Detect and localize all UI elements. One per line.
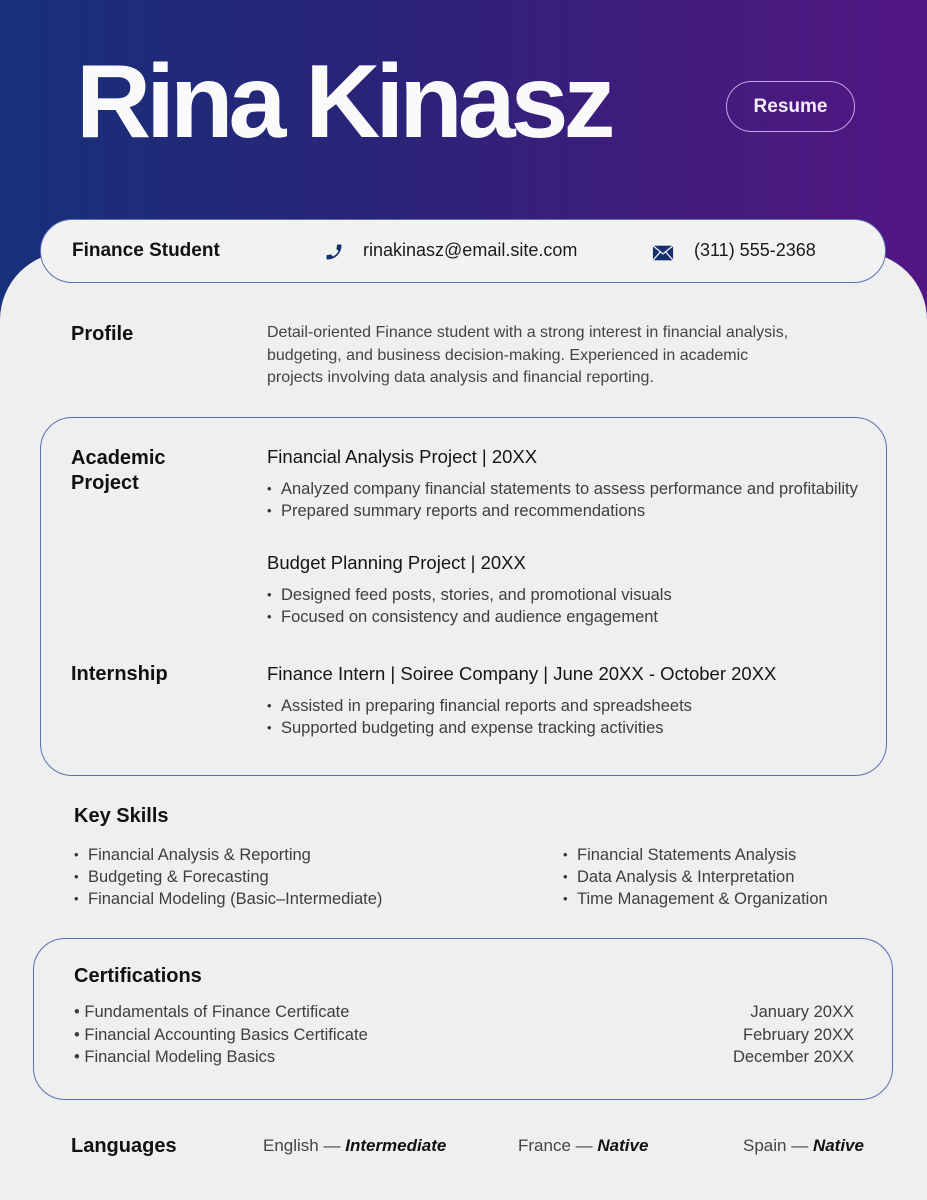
academic-label-line: Project <box>71 472 139 494</box>
language-item <box>263 1136 446 1156</box>
skills-label: Key Skills <box>74 805 169 827</box>
internship-bullets <box>267 695 692 739</box>
skill-item: • Data Analysis & Interpretation <box>563 866 828 888</box>
language-name: France — <box>518 1136 593 1155</box>
certification-row <box>74 1003 854 1025</box>
language-level: Intermediate <box>345 1136 447 1155</box>
certification-date: December 20XX <box>732 1048 854 1066</box>
certification-name: • Financial Accounting Basics Certificate <box>74 1026 368 1044</box>
language-item <box>743 1136 864 1156</box>
bullet-item: • Focused on consistency and audience engagement <box>267 606 672 628</box>
profile-line: projects involving data analysis and financial reporting. <box>267 369 654 386</box>
profile-text <box>267 322 788 390</box>
bullet-item: • Supported budgeting and expense tracking activities <box>267 717 692 739</box>
certifications-label: Certifications <box>74 965 202 987</box>
languages-label: Languages <box>71 1135 177 1157</box>
internship-title: Finance Intern | Soiree Company | June 20XX - October 20XX <box>267 663 777 684</box>
project-bullets <box>267 478 858 522</box>
contact-bar <box>40 219 886 283</box>
phone-icon <box>323 242 345 262</box>
profile-line: Detail-oriented Finance student with a strong interest in financial analysis, <box>267 324 789 341</box>
certification-name: • Fundamentals of Finance Certificate <box>74 1003 350 1021</box>
skill-item: • Financial Statements Analysis <box>563 844 828 866</box>
certification-date: February 20XX <box>743 1026 854 1044</box>
skill-item: • Financial Analysis & Reporting <box>74 844 382 866</box>
job-title: Finance Student <box>72 240 220 261</box>
bullet-item: • Analyzed company financial statements to assess performance and profitability <box>267 478 858 500</box>
profile-line: budgeting, and business decision-making. Experienced in academic <box>267 346 749 364</box>
bullet-item: • Prepared summary reports and recommendations <box>267 500 858 522</box>
internship-label: Internship <box>71 663 168 685</box>
profile-label: Profile <box>71 323 134 345</box>
certification-date: January 20XX <box>750 1003 854 1021</box>
candidate-name: Rina Kinasz <box>76 44 611 160</box>
language-level: Native <box>812 1136 864 1155</box>
project-bullets <box>267 584 672 628</box>
skills-left-list <box>74 844 382 910</box>
bullet-item: • Assisted in preparing financial reports and spreadsheets <box>267 695 692 717</box>
email-text[interactable]: rinakinasz@email.site.com <box>363 240 578 260</box>
certification-row <box>74 1048 854 1070</box>
language-name: Spain — <box>743 1136 809 1155</box>
skill-item: • Financial Modeling (Basic–Intermediate) <box>74 888 382 910</box>
envelope-icon <box>652 243 674 263</box>
skill-item: • Time Management & Organization <box>563 888 828 910</box>
certification-row <box>74 1026 854 1048</box>
language-name: English — <box>263 1136 341 1155</box>
language-level: Native <box>597 1136 649 1155</box>
resume-button[interactable]: Resume <box>726 81 855 132</box>
skill-item: • Budgeting & Forecasting <box>74 866 382 888</box>
language-item <box>518 1136 648 1156</box>
project-title: Financial Analysis Project | 20XX <box>267 446 538 467</box>
skills-right-list <box>563 844 828 910</box>
project-title: Budget Planning Project | 20XX <box>267 552 526 573</box>
academic-label-line: Academic <box>71 447 166 469</box>
certification-name: • Financial Modeling Basics <box>74 1048 276 1066</box>
phone-text[interactable]: (311) 555-2368 <box>694 240 816 260</box>
bullet-item: • Designed feed posts, stories, and promotional visuals <box>267 584 672 606</box>
academic-label <box>71 446 166 496</box>
